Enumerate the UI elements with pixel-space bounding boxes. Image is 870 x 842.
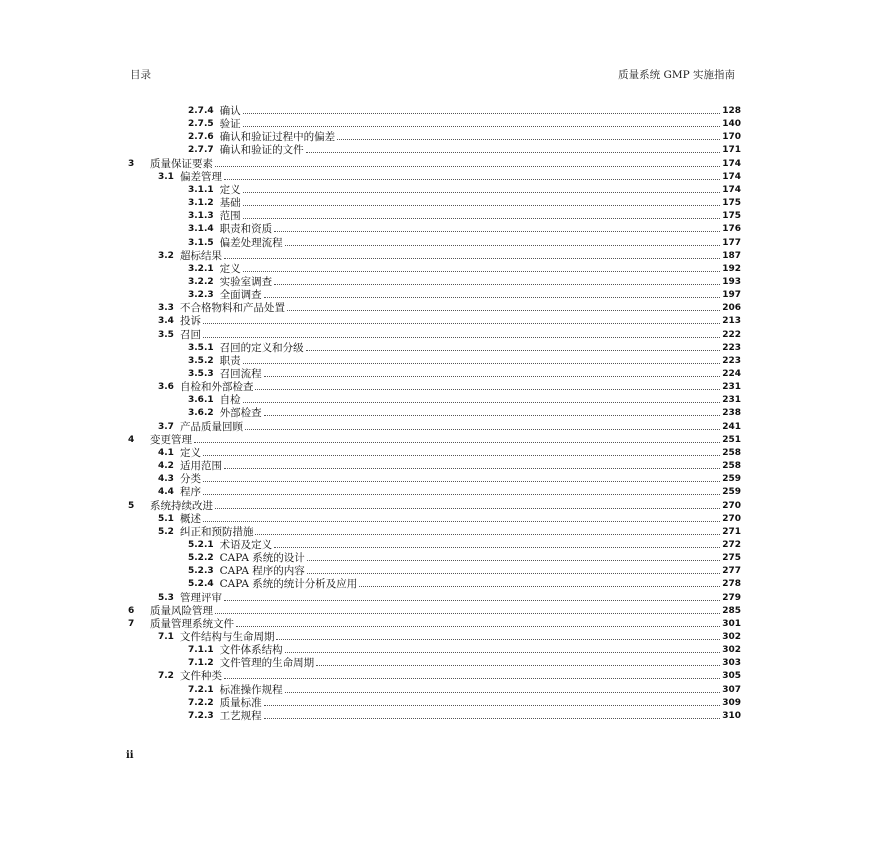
toc-entry[interactable] xyxy=(188,683,741,696)
toc-entry[interactable] xyxy=(188,117,741,130)
toc-entry-page: 192 xyxy=(722,263,741,274)
toc-dot-leader xyxy=(264,297,721,298)
toc-entry-title: 实验室调查 xyxy=(219,275,273,288)
toc-entry[interactable] xyxy=(158,512,741,525)
toc-entry-title: 自检 xyxy=(219,394,241,407)
toc-dot-leader xyxy=(203,455,720,456)
toc-dot-leader xyxy=(243,113,721,114)
toc-dot-leader xyxy=(243,218,721,219)
toc-entry[interactable] xyxy=(158,525,741,538)
toc-entry-page: 270 xyxy=(722,513,741,524)
toc-dot-leader xyxy=(264,415,721,416)
toc-entry-title: 自检和外部检查 xyxy=(179,381,254,394)
toc-entry-page: 224 xyxy=(722,369,741,379)
toc-entry-number: 4.4 xyxy=(158,487,174,498)
toc-entry-title: 确认和验证过程中的偏差 xyxy=(219,131,336,144)
toc-entry[interactable] xyxy=(188,262,741,275)
toc-entry-number: 7.1.2 xyxy=(188,658,214,669)
toc-entry-page: 251 xyxy=(722,434,741,445)
toc-entry-number: 3.6 xyxy=(158,382,174,393)
toc-entry-number: 2.7.6 xyxy=(188,132,214,143)
toc-dot-leader xyxy=(306,350,721,351)
toc-entry-title: 质量标准 xyxy=(219,696,262,709)
toc-entry-title: 召回的定义和分级 xyxy=(219,341,304,354)
toc-entry-page: 259 xyxy=(722,474,741,485)
toc-entry-page: 222 xyxy=(722,329,741,340)
toc-dot-leader xyxy=(243,205,721,206)
toc-entry[interactable] xyxy=(188,104,741,117)
toc-entry-page: 140 xyxy=(722,119,741,130)
toc-entry-page: 307 xyxy=(722,684,741,695)
toc-dot-leader xyxy=(224,678,720,679)
toc-entry-page: 285 xyxy=(722,605,741,616)
toc-entry-page: 187 xyxy=(722,250,741,261)
toc-dot-leader xyxy=(203,323,720,324)
toc-entry[interactable] xyxy=(158,472,741,485)
toc-entry-title: 文件体系结构 xyxy=(219,644,283,657)
toc-entry-number: 3.2.1 xyxy=(188,263,214,274)
toc-entry-page: 259 xyxy=(722,487,741,498)
toc-dot-leader xyxy=(285,245,721,246)
toc-entry[interactable] xyxy=(188,183,741,196)
toc-entry-page: 277 xyxy=(722,566,741,577)
toc-entry-number: 3.6.1 xyxy=(188,395,214,406)
toc-entry-title: 范围 xyxy=(219,210,241,223)
toc-dot-leader xyxy=(255,534,720,535)
toc-entry-number: 7.2.2 xyxy=(188,697,214,708)
toc-entry-page: 223 xyxy=(722,342,741,353)
toc-entry[interactable] xyxy=(188,130,741,143)
toc-entry-page: 278 xyxy=(722,579,741,590)
toc-entry-number: 3.1 xyxy=(158,171,174,182)
toc-entry-number: 4 xyxy=(128,434,135,445)
toc-entry[interactable] xyxy=(158,420,741,433)
toc-entry-page: 310 xyxy=(722,710,741,721)
toc-dot-leader xyxy=(243,271,721,272)
toc-dot-leader xyxy=(285,692,721,693)
toc-entry-title: CAPA 系统的设计 xyxy=(219,552,305,565)
toc-entry-page: 170 xyxy=(722,132,741,143)
toc-entry[interactable] xyxy=(188,341,741,354)
toc-entry-page: 275 xyxy=(722,553,741,564)
toc-dot-leader xyxy=(203,494,720,495)
toc-entry-title: 产品质量回顾 xyxy=(179,420,243,433)
toc-dot-leader xyxy=(264,376,721,377)
toc-entry[interactable] xyxy=(128,499,741,512)
toc-entry-page: 176 xyxy=(722,224,741,235)
toc-dot-leader xyxy=(245,429,720,430)
toc-entry-title: 分类 xyxy=(179,473,201,486)
toc-dot-leader xyxy=(274,231,720,232)
toc-entry-title: 管理评审 xyxy=(179,591,222,604)
toc-entry-title: 概述 xyxy=(179,512,201,525)
toc-entry[interactable] xyxy=(158,459,741,472)
toc-entry-number: 3.5 xyxy=(158,329,174,340)
toc-entry-page: 197 xyxy=(722,290,741,301)
toc-entry-page: 309 xyxy=(722,697,741,708)
toc-entry-page: 301 xyxy=(722,618,741,629)
toc-entry[interactable] xyxy=(188,196,741,209)
header-book-title: 质量系统 GMP 实施指南 xyxy=(618,69,735,81)
toc-dot-leader xyxy=(194,442,720,443)
toc-entry[interactable] xyxy=(188,222,741,235)
toc-entry[interactable] xyxy=(128,617,741,630)
toc-entry-title: 文件种类 xyxy=(179,670,222,683)
toc-entry-number: 3.5.1 xyxy=(188,342,214,353)
toc-entry-page: 241 xyxy=(722,421,741,432)
toc-dot-leader xyxy=(276,639,720,640)
toc-dot-leader xyxy=(316,665,720,666)
toc-entry-number: 3.6.2 xyxy=(188,408,214,419)
page-number: ii xyxy=(126,750,134,761)
toc-entry-number: 3.1.3 xyxy=(188,211,214,222)
toc-entry-number: 5.2.3 xyxy=(188,566,214,577)
toc-dot-leader xyxy=(224,600,720,601)
toc-entry-title: 文件结构与生命周期 xyxy=(179,631,275,643)
toc-entry-title: 偏差处理流程 xyxy=(219,236,283,249)
toc-entry-title: 职责和资质 xyxy=(219,223,273,236)
toc-entry-number: 2.7.7 xyxy=(188,145,214,156)
toc-entry-number: 3.1.2 xyxy=(188,198,214,209)
toc-entry[interactable] xyxy=(158,669,741,682)
toc-entry-number: 5.2.2 xyxy=(188,553,214,564)
toc-entry[interactable] xyxy=(188,538,741,551)
toc-dot-leader xyxy=(285,652,721,653)
toc-entry-title: 确认 xyxy=(219,105,241,117)
toc-entry-title: 定义 xyxy=(219,262,241,275)
toc-dot-leader xyxy=(307,573,720,574)
toc-entry-title: 标准操作规程 xyxy=(219,683,283,696)
toc-entry-title: 偏差管理 xyxy=(179,170,222,183)
toc-entry-page: 271 xyxy=(722,526,741,537)
header-section-label: 目录 xyxy=(130,69,151,81)
toc-entry-page: 302 xyxy=(722,645,741,656)
toc-entry[interactable] xyxy=(188,643,741,656)
toc-dot-leader xyxy=(236,626,720,627)
toc-entry-number: 4.2 xyxy=(158,461,174,472)
toc-entry-title: 工艺规程 xyxy=(219,709,262,722)
toc-dot-leader xyxy=(274,284,720,285)
toc-dot-leader xyxy=(255,389,720,390)
toc-entry-number: 5.1 xyxy=(158,513,174,524)
toc-entry[interactable] xyxy=(188,209,741,222)
toc-dot-leader xyxy=(203,337,720,338)
toc-entry-number: 3.5.3 xyxy=(188,369,214,379)
toc-entry-page: 279 xyxy=(722,592,741,603)
toc-dot-leader xyxy=(215,613,720,614)
toc-entry-number: 5.2.4 xyxy=(188,579,214,590)
toc-entry-page: 231 xyxy=(722,382,741,393)
toc-entry-page: 231 xyxy=(722,395,741,406)
toc-dot-leader xyxy=(243,402,721,403)
toc-entry-title: 确认和验证的文件 xyxy=(219,144,304,157)
toc-entry-page: 174 xyxy=(722,171,741,182)
toc-entry-number: 3.1.5 xyxy=(188,237,214,248)
toc-entry-title: 质量管理系统文件 xyxy=(150,617,234,630)
toc-dot-leader xyxy=(224,258,720,259)
toc-entry-number: 3.5.2 xyxy=(188,355,214,366)
toc-entry-page: 258 xyxy=(722,447,741,458)
toc-entry-title: 外部检查 xyxy=(219,407,262,420)
toc-entry-number: 2.7.5 xyxy=(188,119,214,130)
toc-entry-title: 质量风险管理 xyxy=(150,604,213,617)
toc-entry[interactable] xyxy=(188,393,741,406)
toc-entry-title: 不合格物料和产品处置 xyxy=(179,302,285,315)
toc-entry[interactable] xyxy=(128,433,741,446)
toc-dot-leader xyxy=(224,468,720,469)
toc-dot-leader xyxy=(215,508,720,509)
toc-entry[interactable] xyxy=(188,367,741,380)
toc-entry-title: 变更管理 xyxy=(150,433,192,446)
toc-entry[interactable] xyxy=(188,577,741,590)
toc-entry[interactable] xyxy=(158,446,741,459)
toc-entry[interactable] xyxy=(188,406,741,419)
toc-entry-title: 术语及定义 xyxy=(219,538,273,551)
toc-entry-title: 召回 xyxy=(179,328,201,341)
toc-entry-title: 投诉 xyxy=(179,315,201,328)
toc-entry-page: 303 xyxy=(722,658,741,669)
toc-entry-title: 全面调查 xyxy=(219,289,262,302)
toc-entry[interactable] xyxy=(128,157,741,170)
toc-dot-leader xyxy=(359,586,720,587)
toc-entry[interactable] xyxy=(158,328,741,341)
toc-entry-number: 3.2 xyxy=(158,250,174,261)
toc-entry-number: 3.1.4 xyxy=(188,224,214,235)
toc-entry[interactable] xyxy=(188,275,741,288)
toc-dot-leader xyxy=(203,521,720,522)
toc-entry-number: 6 xyxy=(128,605,135,616)
toc-entry[interactable] xyxy=(188,656,741,669)
toc-entry-page: 193 xyxy=(722,276,741,287)
toc-entry-title: CAPA 程序的内容 xyxy=(219,565,305,578)
toc-entry-number: 3.1.1 xyxy=(188,184,214,195)
toc-entry-title: 超标结果 xyxy=(179,249,222,262)
toc-entry-title: 文件管理的生命周期 xyxy=(219,657,315,670)
toc-entry-page: 270 xyxy=(722,500,741,511)
toc-dot-leader xyxy=(264,705,721,706)
toc-entry-page: 302 xyxy=(722,632,741,642)
toc-entry[interactable] xyxy=(158,380,741,393)
toc-entry-number: 5 xyxy=(128,500,135,511)
toc-entry[interactable] xyxy=(128,604,741,617)
toc-dot-leader xyxy=(306,152,721,153)
toc-entry-number: 4.3 xyxy=(158,474,174,485)
toc-entry-page: 175 xyxy=(722,198,741,209)
toc-entry-page: 258 xyxy=(722,461,741,472)
toc-entry-number: 5.2 xyxy=(158,526,174,537)
toc-entry-number: 4.1 xyxy=(158,447,174,458)
toc-entry[interactable] xyxy=(188,696,741,709)
toc-entry-title: 验证 xyxy=(219,118,241,131)
toc-entry[interactable] xyxy=(188,143,741,156)
toc-entry-page: 175 xyxy=(722,211,741,222)
toc-entry-number: 3 xyxy=(128,158,135,169)
toc-entry[interactable] xyxy=(188,354,741,367)
toc-dot-leader xyxy=(215,166,720,167)
toc-dot-leader xyxy=(243,126,721,127)
toc-entry-number: 7.1.1 xyxy=(188,645,214,656)
toc-dot-leader xyxy=(203,481,720,482)
toc-entry-page: 213 xyxy=(722,316,741,327)
toc-entry-page: 238 xyxy=(722,408,741,419)
toc-entry-page: 223 xyxy=(722,355,741,366)
toc-entry-number: 7.2 xyxy=(158,671,174,682)
toc-entry-page: 174 xyxy=(722,158,741,169)
toc-entry-title: 定义 xyxy=(179,446,201,459)
toc-entry-number: 3.3 xyxy=(158,303,174,314)
toc-entry-title: 定义 xyxy=(219,183,241,196)
toc-entry[interactable] xyxy=(188,236,741,249)
toc-entry[interactable] xyxy=(158,301,741,314)
toc-entry-page: 171 xyxy=(722,145,741,156)
toc-entry-page: 206 xyxy=(722,303,741,314)
toc-entry-number: 7.1 xyxy=(158,632,174,642)
toc-entry-number: 3.2.2 xyxy=(188,276,214,287)
toc-entry-title: 适用范围 xyxy=(179,460,222,473)
toc-entry-number: 7.2.1 xyxy=(188,684,214,695)
toc-entry[interactable] xyxy=(158,314,741,327)
toc-entry-title: 程序 xyxy=(179,486,201,499)
toc-entry-number: 7.2.3 xyxy=(188,710,214,721)
toc-entry-number: 2.7.4 xyxy=(188,106,214,116)
toc-entry-title: 纠正和预防措施 xyxy=(179,525,254,538)
toc-entry[interactable] xyxy=(158,591,741,604)
toc-entry-page: 272 xyxy=(722,539,741,550)
toc-entry-number: 3.4 xyxy=(158,316,174,327)
toc-entry-page: 177 xyxy=(722,237,741,248)
toc-entry[interactable] xyxy=(158,249,741,262)
toc-entry-number: 3.2.3 xyxy=(188,290,214,301)
toc-dot-leader xyxy=(243,363,721,364)
toc-dot-leader xyxy=(337,139,720,140)
toc-entry[interactable] xyxy=(188,564,741,577)
toc-entry-page: 174 xyxy=(722,184,741,195)
toc-entry-title: 基础 xyxy=(219,197,241,210)
toc-entry-title: 质量保证要素 xyxy=(150,157,213,170)
toc-entry-number: 5.3 xyxy=(158,592,174,603)
toc-entry-title: 职责 xyxy=(219,354,241,367)
toc-entry-page: 128 xyxy=(722,106,741,116)
toc-entry-number: 3.7 xyxy=(158,421,174,432)
toc-dot-leader xyxy=(287,310,720,311)
toc-dot-leader xyxy=(274,547,720,548)
toc-entry[interactable] xyxy=(158,630,741,643)
toc-entry-number: 7 xyxy=(128,618,135,629)
toc-entry-title: 系统持续改进 xyxy=(150,499,213,512)
toc-dot-leader xyxy=(264,718,721,719)
toc-dot-leader xyxy=(243,192,721,193)
toc-entry-title: 召回流程 xyxy=(219,368,262,380)
toc-entry[interactable] xyxy=(188,551,741,564)
toc-entry-page: 305 xyxy=(722,671,741,682)
toc-entry-number: 5.2.1 xyxy=(188,539,214,550)
toc-entry[interactable] xyxy=(188,709,741,722)
toc-entry[interactable] xyxy=(158,485,741,498)
toc-entry[interactable] xyxy=(158,170,741,183)
toc-dot-leader xyxy=(307,560,720,561)
toc-dot-leader xyxy=(224,179,720,180)
toc-entry-title: CAPA 系统的统计分析及应用 xyxy=(219,578,358,591)
toc-entry[interactable] xyxy=(188,288,741,301)
